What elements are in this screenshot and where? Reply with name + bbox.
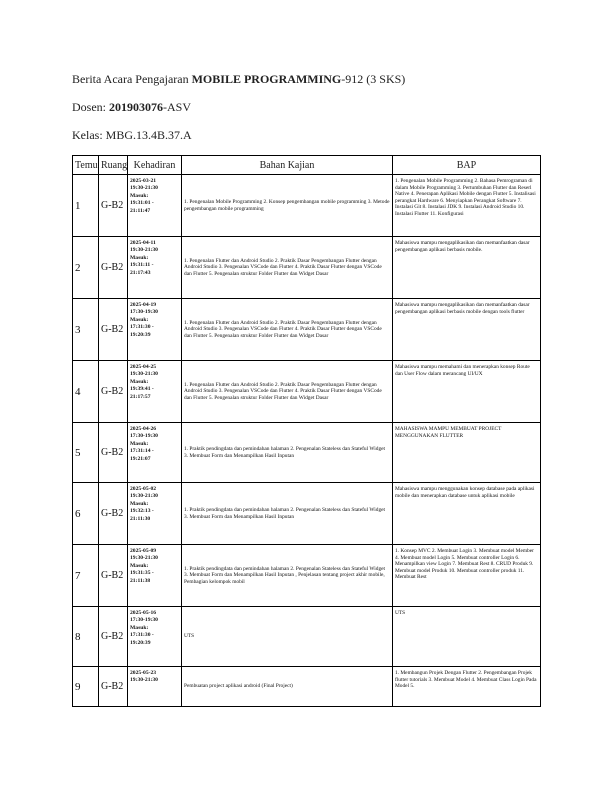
title-prefix: Berita Acara Pengajaran (72, 72, 192, 86)
kehadiran-cell (128, 361, 182, 423)
bahan-kajian-cell: 1. Praktik pendingdata dan pemindahan halaman 2. Pengenalan Stateless dan Stateful Widget 3. Membuat Form dan Menampilkan Hasil Inputan (182, 483, 393, 545)
bahan-kajian-cell: 1. Pengenalan Mobile Programming 2. Konsep pengembangan mobile programming 3. Metode pengembangan mobile programming (182, 175, 393, 237)
bap-cell: Mahasiswa mampu memahami dan menerapkan konsep Route dan User Flow dalam merancang UI/UX (393, 361, 541, 423)
kehadiran-cell (128, 545, 182, 607)
bahan-kajian-cell: 1. Praktik pendingdata dan pemindahan halaman 2. Pengenalan Stateless dan Stateful Widget 3. Membuat Form dan Menampilkan Hasil Inputan , Penjelasan tentang project akhir mobile, Pembagian kelompok mobil (182, 545, 393, 607)
kehadiran-line: 19:31:11 - (130, 262, 154, 269)
attendance-table (72, 155, 541, 707)
bahan-kajian-cell: UTS (182, 607, 393, 667)
bahan-kajian-cell: 1. Pengenalan Flutter dan Android Studio 2. Praktik Dasar Pengembangan Flutter dengan Android Studio 3. Pengenalan VSCode dan Flutter 4. Praktik Dasar Flutter dengan VSCode dan Flutter 5. Pengenalan struktur Folder Flutter dan Widget Dasar (182, 237, 393, 299)
class-line: Kelas: MBG.13.4B.37.A (72, 128, 192, 142)
kehadiran-line: 17:31:14 - (130, 448, 154, 455)
bahan-kajian-cell: Pembuatan project aplikasi android (Final Project) (182, 667, 393, 707)
lecturer-label: Dosen: (72, 100, 109, 114)
kehadiran-line: 21:17:43 (130, 269, 151, 276)
kehadiran-line: 2025-05-23 (130, 670, 157, 676)
table-header-row (73, 156, 541, 175)
table-row (73, 607, 541, 667)
bap-cell: MAHASISWA MAMPU MEMBUAT PROJECT MENGGUNAKAN FLUTTER (393, 423, 541, 483)
bap-cell: 1. Membangun Projek Dengan Flutter 2. Pengembangan Projek flutter tutorials 3. Membuat Model 4. Membuat Class Login Pada Model 5. (393, 667, 541, 707)
table-row (73, 667, 541, 707)
kehadiran-line: 19:30-21:30 (130, 555, 158, 562)
ruang-cell: G-B2 (99, 607, 128, 667)
kehadiran-line: 19:30-21:30 (130, 677, 158, 684)
kehadiran-line: Masuk: (130, 440, 149, 447)
table-row (73, 175, 541, 237)
kehadiran-line: 17:30-19:30 (130, 309, 158, 316)
document-title (72, 72, 405, 86)
header-bahan-kajian: Bahan Kajian (182, 156, 393, 175)
kehadiran-line: 19:31:35 - (130, 570, 154, 577)
bap-cell: UTS (393, 607, 541, 667)
table-row (73, 545, 541, 607)
ruang-cell: G-B2 (99, 175, 128, 237)
ruang-cell: G-B2 (99, 545, 128, 607)
header-kehadiran: Kehadiran (128, 156, 182, 175)
lecturer-suffix: -ASV (163, 100, 192, 114)
kehadiran-line: 17:30-19:30 (130, 617, 158, 624)
kehadiran-line: 2025-05-02 (130, 486, 157, 492)
temu-cell: 1 (73, 175, 99, 237)
ruang-cell: G-B2 (99, 423, 128, 483)
kehadiran-line: Masuk: (130, 500, 149, 507)
table-row (73, 361, 541, 423)
kehadiran-line: 21:11:47 (130, 207, 151, 214)
temu-cell: 9 (73, 667, 99, 707)
kehadiran-line: 21:11:38 (130, 577, 151, 584)
kehadiran-line: 17:30-19:30 (130, 433, 158, 440)
bap-cell: Mahasiswa mampu mengaplikasikan dan memanfaatkan dasar pengembangan aplikasi berbasis mobile. (393, 237, 541, 299)
kehadiran-line: 19:32:13 - (130, 508, 154, 515)
table-row (73, 483, 541, 545)
table-row (73, 299, 541, 361)
course-name: MOBILE PROGRAMMING (191, 72, 342, 86)
kehadiran-line: 19:30-21:30 (130, 371, 158, 378)
kehadiran-line: Masuk: (130, 378, 149, 385)
kehadiran-line: 2025-04-25 (130, 364, 157, 370)
bap-cell: 1. Konsep MVC 2. Membuat Login 3. Membuat model Member 4. Membuat model Login 5. Membuat controller Login 6. Menampilkan view Login 7. Membuat Rest 8. CRUD Produk 9. Membuat model Produk 10. Membuat controller produk 11. Membuat Rest (393, 545, 541, 607)
kehadiran-cell (128, 607, 182, 667)
kehadiran-line: Masuk: (130, 192, 149, 199)
temu-cell: 7 (73, 545, 99, 607)
kehadiran-cell (128, 667, 182, 707)
kehadiran-line: 2025-04-11 (130, 240, 156, 246)
ruang-cell: G-B2 (99, 299, 128, 361)
temu-cell: 2 (73, 237, 99, 299)
temu-cell: 6 (73, 483, 99, 545)
kehadiran-cell (128, 423, 182, 483)
bap-cell: Mahasiswa mampu menggunakan konsep database pada aplikasi mobile dan menerapkan database untuk aplikasi mobile (393, 483, 541, 545)
temu-cell: 5 (73, 423, 99, 483)
kehadiran-line: 19:20:39 (130, 639, 151, 646)
kehadiran-line: 19:30-21:30 (130, 493, 158, 500)
kehadiran-line: 17:31:30 - (130, 632, 154, 639)
kehadiran-cell (128, 299, 182, 361)
kehadiran-line: Masuk: (130, 624, 149, 631)
kehadiran-line: 21:17:57 (130, 393, 151, 400)
kehadiran-line: 19:21:07 (130, 455, 151, 462)
ruang-cell: G-B2 (99, 483, 128, 545)
header-bap: BAP (393, 156, 541, 175)
table-row (73, 237, 541, 299)
kehadiran-line: Masuk: (130, 562, 149, 569)
kehadiran-line: 17:31:30 - (130, 324, 154, 331)
bahan-kajian-cell: 1. Pengenalan Flutter dan Android Studio 2. Praktik Dasar Pengembangan Flutter dengan Android Studio 3. Pengenalan VSCode dan Flutter 4. Praktik Dasar Flutter dengan VSCode dan Flutter 5. Pengenalan struktur Folder Flutter dan Widget Dasar (182, 299, 393, 361)
kehadiran-cell (128, 237, 182, 299)
kehadiran-line: 2025-04-26 (130, 426, 157, 432)
header-ruang: Ruang (99, 156, 128, 175)
kehadiran-line: 2025-04-19 (130, 302, 157, 308)
kehadiran-line: 2025-05-09 (130, 548, 157, 554)
temu-cell: 8 (73, 607, 99, 667)
kehadiran-cell (128, 483, 182, 545)
table-row (73, 423, 541, 483)
kehadiran-line: 19:30-21:30 (130, 247, 158, 254)
kehadiran-line: Masuk: (130, 254, 149, 261)
ruang-cell: G-B2 (99, 237, 128, 299)
lecturer-code: 201903076 (109, 100, 163, 114)
bap-cell: 1. Pengenalan Mobile Programming 2. Bahasa Pemrograman di dalam Mobile Programming 3. Pertumbuhan Flutter dan Reserl Native 4. Penerapan Aplikasi Mobile dengan Flutter 5. Instalisasi perangkat Hardware 6. Menyiapkan Perangkat Software 7. Instalasi Git 8. Instalasi JDK 9. Instalasi Android Studio 10. Instalasi Flutter 11. Konfigurasi (393, 175, 541, 237)
ruang-cell: G-B2 (99, 361, 128, 423)
bahan-kajian-cell: 1. Pengenalan Flutter dan Android Studio 2. Praktik Dasar Pengembangan Flutter dengan Android Studio 3. Pengenalan VSCode dan Flutter 4. Praktik Dasar Flutter dengan VSCode dan Flutter 5. Pengenalan struktur Folder Flutter dan Widget Dasar (182, 361, 393, 423)
kehadiran-line: 2025-05-16 (130, 610, 157, 616)
kehadiran-line: 21:11:30 (130, 515, 151, 522)
kehadiran-line: 19:39:41 - (130, 386, 154, 393)
temu-cell: 3 (73, 299, 99, 361)
bahan-kajian-cell: 1. Praktik pendingdata dan pemindahan halaman 2. Pengenalan Stateless dan Stateful Widget 3. Membuat Form dan Menampilkan Hasil Inputan (182, 423, 393, 483)
course-code: -912 (3 SKS) (341, 72, 406, 86)
kehadiran-cell (128, 175, 182, 237)
kehadiran-line: 19:20:39 (130, 331, 151, 338)
kehadiran-line: 19:30-21:30 (130, 185, 158, 192)
ruang-cell: G-B2 (99, 667, 128, 707)
kehadiran-line: Masuk: (130, 316, 149, 323)
kehadiran-line: 19:31:01 - (130, 200, 154, 207)
kehadiran-line: 2025-03-21 (130, 178, 157, 184)
header-temu: Temu (73, 156, 99, 175)
lecturer-line (72, 100, 191, 114)
bap-cell: Mahasiswa mampu mengaplikasikan dan memanfaatkan dasar pengembangan aplikasi berbasis mobile dengan tools flutter (393, 299, 541, 361)
temu-cell: 4 (73, 361, 99, 423)
